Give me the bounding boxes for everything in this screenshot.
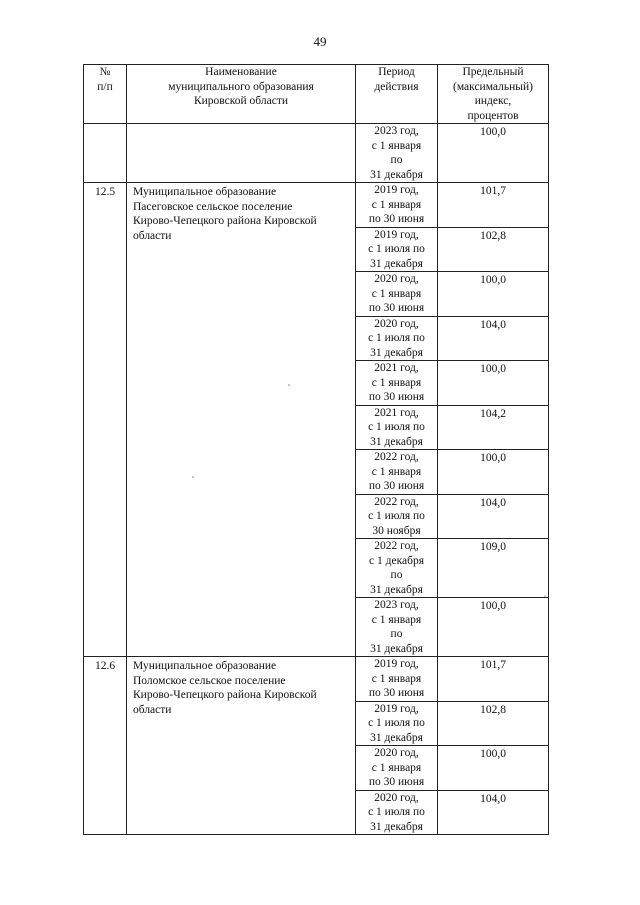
index-value-cell: 100,0 — [438, 746, 549, 791]
header-name-line: муниципального образования — [168, 80, 314, 93]
period-line: с 1 января — [371, 139, 422, 152]
index-value-cell: 102,8 — [438, 227, 549, 272]
municipality-name-line: Муниципальное образование — [133, 186, 277, 198]
period-line: с 1 июля по — [368, 806, 425, 818]
index-value-cell: 104,0 — [438, 316, 549, 361]
scan-speck — [192, 476, 194, 478]
period-line: 2023 год, — [374, 599, 419, 611]
municipality-name-line: области — [133, 229, 172, 242]
index-value-cell: 102,8 — [438, 701, 549, 746]
header-period-line: Период — [378, 66, 415, 78]
period-line: 31 декабря — [370, 435, 423, 448]
entry-number: 12.6 — [84, 657, 127, 835]
index-value-cell: 109,0 — [438, 539, 549, 598]
period-line: 31 декабря — [370, 257, 423, 270]
header-index-line: процентов — [467, 109, 519, 122]
period-line: с 1 января — [371, 287, 422, 300]
period-line: с 1 января — [371, 672, 422, 685]
period-line: с 1 января — [371, 761, 422, 774]
period-line: по — [390, 154, 403, 166]
index-value-cell: 100,0 — [438, 361, 549, 406]
municipality-name-line: Муниципальное образование — [133, 660, 277, 672]
period-line: с 1 июля по — [368, 332, 425, 344]
period-line: 2022 год, — [374, 540, 419, 552]
period-line: по 30 июня — [368, 687, 425, 699]
municipality-name-line: Поломское сельское поселение — [133, 674, 286, 687]
period-line: с 1 июля по — [368, 421, 425, 433]
municipality-name-line: Пасеговское сельское поселение — [133, 200, 293, 213]
period-line: по 30 июня — [368, 391, 425, 403]
period-line: с 1 января — [371, 198, 422, 211]
period-line: по 30 июня — [368, 213, 425, 225]
period-line: 2019 год, — [374, 658, 419, 670]
header-name-line: Наименование — [205, 66, 277, 78]
period-line: с 1 июля по — [368, 243, 425, 255]
municipality-name-line: Кирово-Чепецкого района Кировской — [133, 689, 317, 701]
index-value-cell: 101,7 — [438, 183, 549, 228]
index-value-cell: 100,0 — [438, 598, 549, 657]
header-name-line: Кировской области — [193, 95, 289, 107]
period-line: 31 декабря — [370, 642, 423, 655]
period-line: по 30 июня — [368, 776, 425, 788]
scan-speck — [544, 595, 546, 597]
period-line: 30 ноября — [372, 524, 421, 537]
index-value-cell: 104,0 — [438, 494, 549, 539]
municipality-name-line: Кирово-Чепецкого района Кировской — [133, 215, 317, 227]
period-line: 2020 год, — [374, 273, 419, 285]
period-line: по 30 июня — [368, 302, 425, 314]
index-value-cell: 100,0 — [438, 450, 549, 495]
header-index-line: (максимальный) индекс, — [453, 80, 533, 107]
period-line: 2021 год, — [374, 406, 419, 419]
header-num-line: № — [99, 66, 111, 78]
page-number: 49 — [313, 34, 327, 49]
index-value-cell: 100,0 — [438, 124, 549, 183]
period-line: по — [390, 628, 403, 640]
period-line: 2019 год, — [374, 184, 419, 196]
period-line: по 30 июня — [368, 480, 425, 492]
period-line: 2020 год, — [374, 317, 419, 330]
index-value-cell: 104,0 — [438, 790, 549, 835]
period-line: 31 декабря — [370, 820, 423, 833]
index-value-cell: 101,7 — [438, 657, 549, 702]
entry-number: 12.5 — [84, 183, 127, 657]
period-line: с 1 января — [371, 613, 422, 626]
period-line: 2019 год, — [374, 702, 419, 715]
period-line: 31 декабря — [370, 346, 423, 359]
header-num-line: п/п — [97, 80, 113, 93]
scan-speck — [288, 384, 290, 386]
period-line: 31 декабря — [370, 168, 423, 181]
period-line: с 1 января — [371, 465, 422, 478]
header-index-line: Предельный — [462, 66, 524, 78]
period-line: с 1 июля по — [368, 717, 425, 729]
period-line: 2020 год, — [374, 791, 419, 804]
period-line: 2020 год, — [374, 747, 419, 759]
header-period-line: действия — [374, 80, 419, 93]
municipality-name-line: области — [133, 703, 172, 716]
period-line: 31 декабря — [370, 583, 423, 596]
period-line: 2022 год, — [374, 495, 419, 508]
period-line: с 1 января — [371, 376, 422, 389]
period-line: 2021 год, — [374, 362, 419, 374]
index-value-cell: 104,2 — [438, 405, 549, 450]
period-line: 2019 год, — [374, 228, 419, 241]
period-line: 2023 год, — [374, 125, 419, 137]
index-value-cell: 100,0 — [438, 272, 549, 317]
period-line: по — [390, 569, 403, 581]
period-line: с 1 июля по — [368, 510, 425, 522]
period-line: 31 декабря — [370, 731, 423, 744]
period-line: 2022 год, — [374, 451, 419, 463]
period-line: с 1 декабря — [369, 554, 424, 567]
